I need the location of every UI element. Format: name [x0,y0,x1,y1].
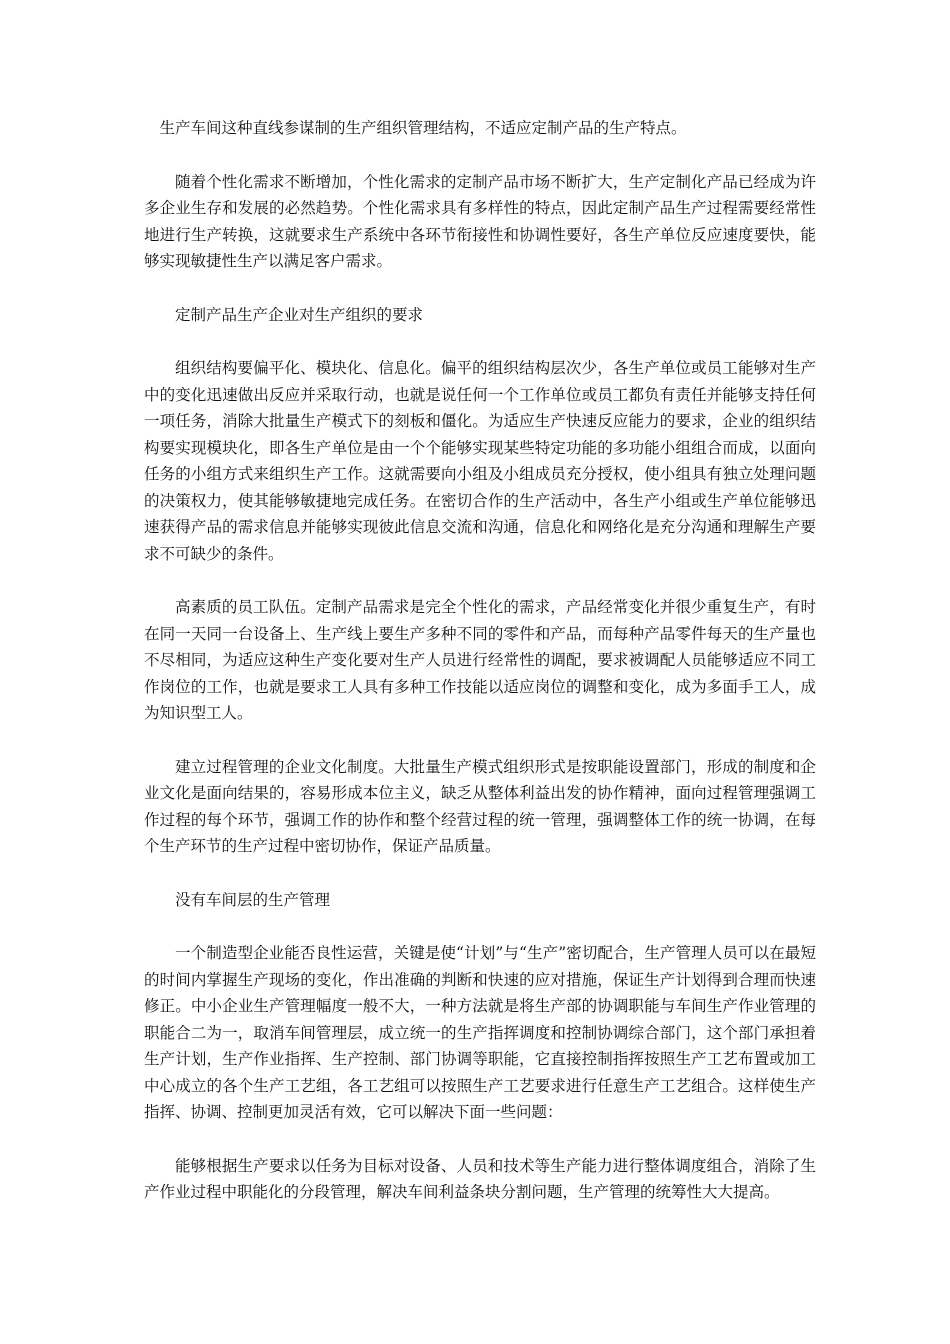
paragraph-planning-production: 一个制造型企业能否良性运营，关键是使“计划”与“生产”密切配合，生产管理人员可以在最短的时间内掌握生产现场的变化，作出准确的判断和快速的应对措施，保证生产计划得到合理而快速修正。中小企业生产管理幅度一般不大，一种方法就是将生产部的协调职能与车间生产作业管理的职能合二为一，取消车间管理层，成立统一的生产指挥调度和控制协调综合部门，这个部门承担着生产计划，生产作业指挥、生产控制、部门协调等职能，它直接控制指挥按照生产工艺布置或加工中心成立的各个生产工艺组，各工艺组可以按照生产工艺要求进行任意生产工艺组合。这样使生产指挥、协调、控制更加灵活有效，它可以解决下面一些问题： [144,944,816,1121]
paragraph-scheduling-benefit: 能够根据生产要求以任务为目标对设备、人员和技术等生产能力进行整体调度组合，消除了生产作业过程中职能化的分段管理，解决车间利益条块分割问题，生产管理的统筹性大大提高。 [144,1156,816,1201]
paragraph-intro: 生产车间这种直线参谋制的生产组织管理结构，不适应定制产品的生产特点。 [159,119,687,137]
section-heading-requirements: 定制产品生产企业对生产组织的要求 [175,305,424,324]
paragraph-customization-trend: 随着个性化需求不断增加，个性化需求的定制产品市场不断扩大，生产定制化产品已经成为许多企业生存和发展的必然趋势。个性化需求具有多样性的特点，因此定制产品生产过程需要经常性地进行生产转换，这就要求生产系统中各环节衔接性和协调性要好，各生产单位反应速度要快，能够实现敏捷性生产以满足客户需求。 [144,172,816,270]
paragraph-process-culture: 建立过程管理的企业文化制度。大批量生产模式组织形式是按职能设置部门，形成的制度和企业文化是面向结果的，容易形成本位主义，缺乏从整体利益出发的协作精神，面向过程管理强调工作过程的每个环节，强调工作的协作和整个经营过程的统一管理，强调整体工作的统一协调，在每个生产环节的生产过程中密切协作，保证产品质量。 [144,757,816,855]
paragraph-workforce: 高素质的员工队伍。定制产品需求是完全个性化的需求，产品经常变化并很少重复生产，有时在同一天同一台设备上、生产线上要生产多种不同的零件和产品，而每种产品零件每天的生产量也不尽相同，为适应这种生产变化要对生产人员进行经常性的调配，要求被调配人员能够适应不同工作岗位的工作，也就是要求工人具有多种工作技能以适应岗位的调整和变化，成为多面手工人，成为知识型工人。 [144,598,816,722]
paragraph-org-structure: 组织结构要偏平化、模块化、信息化。偏平的组织结构层次少，各生产单位或员工能够对生产中的变化迅速做出反应并采取行动，也就是说任何一个工作单位或员工都负有责任并能够支持任何一项任务，消除大批量生产模式下的刻板和僵化。为适应生产快速反应能力的要求，企业的组织结构要实现模块化，即各生产单位是由一个个能够实现某些特定功能的多功能小组组合而成，以面向任务的小组方式来组织生产工作。这就需要向小组及小组成员充分授权，使小组具有独立处理问题的决策权力，使其能够敏捷地完成任务。在密切合作的生产活动中，各生产小组或生产单位能够迅速获得产品的需求信息并能够实现彼此信息交流和沟通，信息化和网络化是充分沟通和理解生产要求不可缺少的条件。 [144,359,816,563]
section-heading-no-workshop: 没有车间层的生产管理 [175,890,331,909]
document-body [144,115,816,1233]
